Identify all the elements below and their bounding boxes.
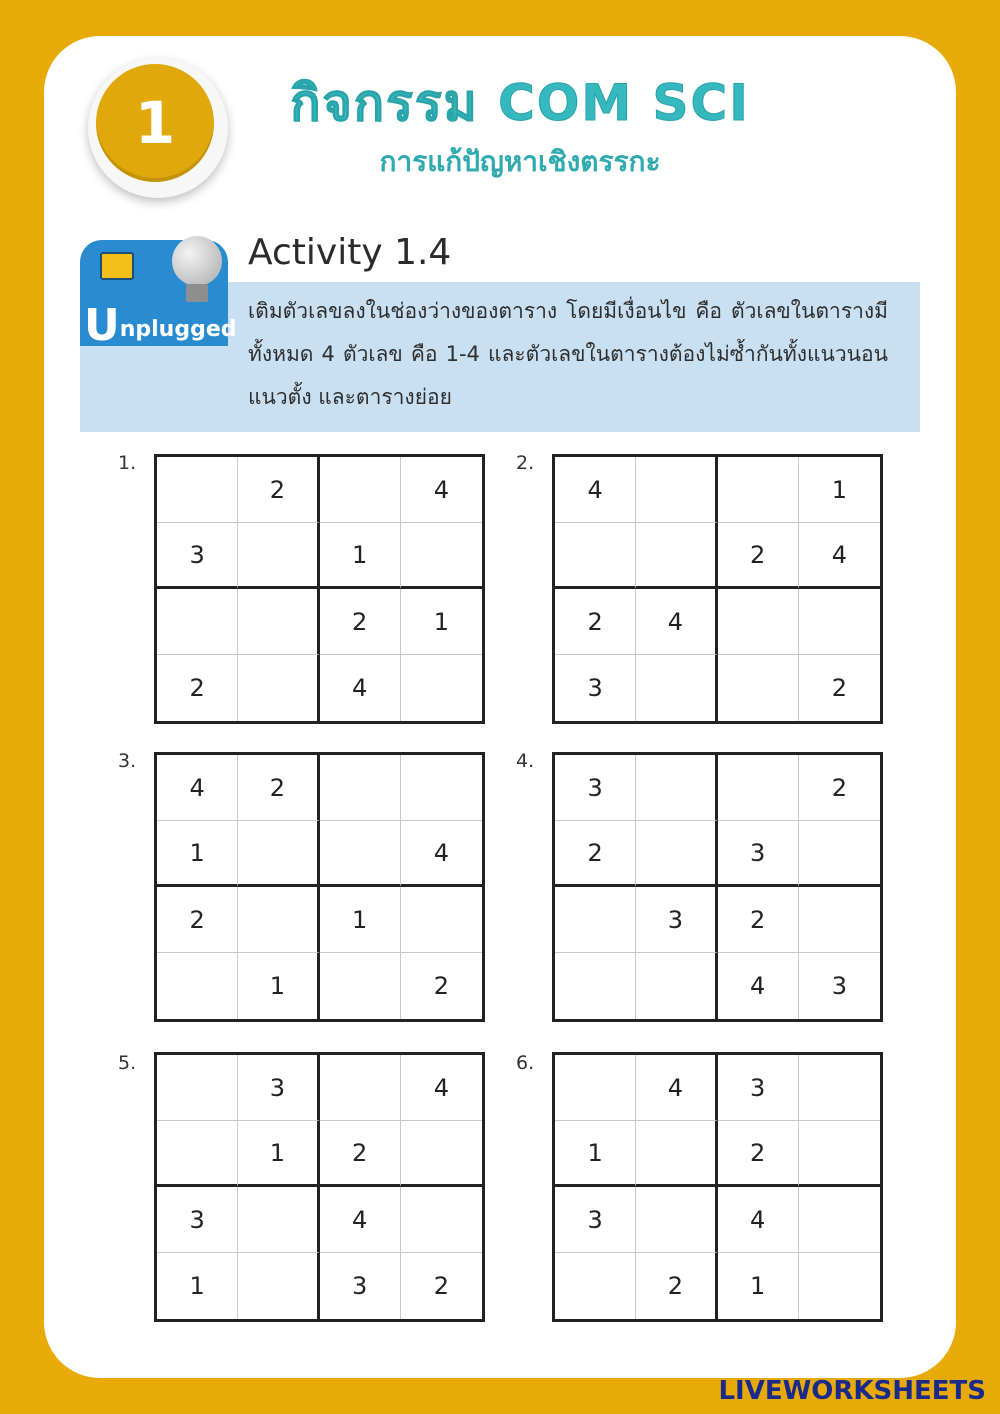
empty-answer-cell[interactable] bbox=[320, 821, 401, 887]
logo-letter: U bbox=[84, 300, 120, 351]
given-number-cell: 4 bbox=[401, 821, 482, 887]
given-number-cell: 3 bbox=[718, 821, 799, 887]
empty-answer-cell[interactable] bbox=[238, 887, 319, 953]
puzzle-number: 3. bbox=[118, 750, 137, 772]
unplugged-logo-text bbox=[84, 300, 237, 351]
given-number-cell: 1 bbox=[238, 953, 319, 1019]
empty-answer-cell[interactable] bbox=[636, 457, 717, 523]
given-number-cell: 1 bbox=[718, 1253, 799, 1319]
lightbulb-icon bbox=[172, 236, 222, 286]
empty-answer-cell[interactable] bbox=[157, 1055, 238, 1121]
empty-answer-cell[interactable] bbox=[157, 457, 238, 523]
given-number-cell: 2 bbox=[555, 821, 636, 887]
empty-answer-cell[interactable] bbox=[401, 1121, 482, 1187]
empty-answer-cell[interactable] bbox=[636, 523, 717, 589]
given-number-cell: 4 bbox=[320, 1187, 401, 1253]
empty-answer-cell[interactable] bbox=[320, 755, 401, 821]
empty-answer-cell[interactable] bbox=[718, 457, 799, 523]
given-number-cell: 4 bbox=[718, 953, 799, 1019]
given-number-cell: 1 bbox=[238, 1121, 319, 1187]
logo-word: nplugged bbox=[119, 317, 237, 342]
page-subtitle: การแก้ปัญหาเชิงตรรกะ bbox=[379, 145, 661, 178]
empty-answer-cell[interactable] bbox=[636, 655, 717, 721]
empty-answer-cell[interactable] bbox=[636, 1121, 717, 1187]
given-number-cell: 2 bbox=[157, 887, 238, 953]
sudoku-grid-4 bbox=[552, 752, 883, 1022]
empty-answer-cell[interactable] bbox=[401, 755, 482, 821]
sudoku-grid-2 bbox=[552, 454, 883, 724]
given-number-cell: 1 bbox=[157, 821, 238, 887]
empty-answer-cell[interactable] bbox=[401, 887, 482, 953]
sudoku-grid-6 bbox=[552, 1052, 883, 1322]
empty-answer-cell[interactable] bbox=[636, 1187, 717, 1253]
empty-answer-cell[interactable] bbox=[718, 589, 799, 655]
given-number-cell: 2 bbox=[433, 1272, 450, 1300]
empty-answer-cell[interactable] bbox=[320, 953, 401, 1019]
puzzle-number: 6. bbox=[516, 1052, 535, 1074]
puzzle-number: 4. bbox=[516, 750, 535, 772]
given-number-cell: 3 bbox=[555, 1187, 636, 1253]
given-number-cell: 2 bbox=[320, 589, 401, 655]
lesson-number-badge: 1 bbox=[96, 64, 214, 182]
given-number-cell: 2 bbox=[555, 589, 636, 655]
empty-answer-cell[interactable] bbox=[799, 589, 880, 655]
sudoku-grid-1 bbox=[154, 454, 485, 724]
empty-answer-cell[interactable] bbox=[401, 1187, 482, 1253]
empty-answer-cell[interactable] bbox=[555, 953, 636, 1019]
instructions-text: เติมตัวเลขลงในช่องว่างของตาราง โดยมีเงื่อนไข คือ ตัวเลขในตารางมีทั้งหมด 4 ตัวเลข คือ 1-4 และตัวเลขในตารางต้องไม่ซ้ำกันทั้งแนวนอน แนวตั้ง และตารางย่อย bbox=[248, 299, 888, 409]
empty-answer-cell[interactable] bbox=[555, 887, 636, 953]
empty-answer-cell[interactable] bbox=[157, 589, 238, 655]
puzzle-number: 2. bbox=[516, 452, 535, 474]
given-number-cell: 3 bbox=[555, 655, 636, 721]
empty-answer-cell[interactable] bbox=[636, 953, 717, 1019]
empty-answer-cell[interactable] bbox=[157, 953, 238, 1019]
empty-answer-cell[interactable] bbox=[320, 457, 401, 523]
given-number-cell: 3 bbox=[718, 1055, 799, 1121]
given-number-cell: 3 bbox=[320, 1253, 401, 1319]
given-number-cell: 4 bbox=[320, 655, 401, 721]
empty-answer-cell[interactable] bbox=[555, 1253, 636, 1319]
given-number-cell: 2 bbox=[433, 972, 450, 1000]
empty-answer-cell[interactable] bbox=[799, 821, 880, 887]
empty-answer-cell[interactable] bbox=[799, 1187, 880, 1253]
given-number-cell: 3 bbox=[238, 1055, 319, 1121]
plug-icon bbox=[100, 252, 134, 280]
given-number-cell: 1 bbox=[320, 523, 401, 589]
given-number-cell: 1 bbox=[555, 1121, 636, 1187]
empty-answer-cell[interactable] bbox=[636, 821, 717, 887]
given-number-cell: 2 bbox=[831, 674, 848, 702]
empty-answer-cell[interactable] bbox=[555, 1055, 636, 1121]
given-number-cell: 1 bbox=[401, 589, 482, 655]
given-number-cell: 2 bbox=[238, 457, 319, 523]
given-number-cell: 1 bbox=[157, 1253, 238, 1319]
given-number-cell: 3 bbox=[831, 972, 848, 1000]
given-number-cell: 3 bbox=[555, 755, 636, 821]
given-number-cell: 4 bbox=[555, 457, 636, 523]
given-number-cell: 1 bbox=[320, 887, 401, 953]
given-number-cell: 2 bbox=[799, 755, 880, 821]
sudoku-grid-5 bbox=[154, 1052, 485, 1322]
empty-answer-cell[interactable] bbox=[238, 523, 319, 589]
given-number-cell: 3 bbox=[157, 1187, 238, 1253]
given-number-cell: 4 bbox=[401, 1055, 482, 1121]
given-number-cell: 2 bbox=[320, 1121, 401, 1187]
given-number-cell: 4 bbox=[636, 589, 717, 655]
page-title: กิจกรรม COM SCI bbox=[290, 74, 750, 132]
given-number-cell: 4 bbox=[157, 755, 238, 821]
empty-answer-cell[interactable] bbox=[799, 1121, 880, 1187]
empty-answer-cell[interactable] bbox=[238, 1253, 319, 1319]
given-number-cell: 3 bbox=[636, 887, 717, 953]
given-number-cell: 2 bbox=[718, 523, 799, 589]
empty-answer-cell[interactable] bbox=[636, 755, 717, 821]
given-number-cell: 2 bbox=[718, 1121, 799, 1187]
empty-answer-cell[interactable] bbox=[238, 1187, 319, 1253]
empty-answer-cell[interactable] bbox=[401, 523, 482, 589]
activity-title: Activity 1.4 bbox=[248, 232, 452, 273]
puzzle-number: 5. bbox=[118, 1052, 137, 1074]
given-number-cell: 4 bbox=[799, 523, 880, 589]
empty-answer-cell[interactable] bbox=[238, 821, 319, 887]
empty-answer-cell[interactable] bbox=[555, 523, 636, 589]
given-number-cell: 1 bbox=[799, 457, 880, 523]
empty-answer-cell[interactable] bbox=[718, 655, 799, 721]
empty-answer-cell[interactable] bbox=[718, 755, 799, 821]
given-number-cell: 2 bbox=[238, 755, 319, 821]
liveworksheets-brand: LIVEWORKSHEETS bbox=[718, 1376, 986, 1406]
empty-answer-cell[interactable] bbox=[401, 655, 482, 721]
empty-answer-cell[interactable] bbox=[320, 1055, 401, 1121]
empty-answer-cell[interactable] bbox=[238, 589, 319, 655]
puzzle-number: 1. bbox=[118, 452, 137, 474]
given-number-cell: 3 bbox=[157, 523, 238, 589]
given-number-cell: 4 bbox=[718, 1187, 799, 1253]
empty-answer-cell[interactable] bbox=[799, 887, 880, 953]
given-number-cell: 2 bbox=[157, 655, 238, 721]
given-number-cell: 2 bbox=[718, 887, 799, 953]
empty-answer-cell[interactable] bbox=[238, 655, 319, 721]
sudoku-grid-3 bbox=[154, 752, 485, 1022]
empty-answer-cell[interactable] bbox=[799, 1055, 880, 1121]
empty-answer-cell[interactable] bbox=[157, 1121, 238, 1187]
given-number-cell: 2 bbox=[636, 1253, 717, 1319]
given-number-cell: 4 bbox=[401, 457, 482, 523]
empty-answer-cell[interactable] bbox=[799, 1253, 880, 1319]
given-number-cell: 4 bbox=[636, 1055, 717, 1121]
